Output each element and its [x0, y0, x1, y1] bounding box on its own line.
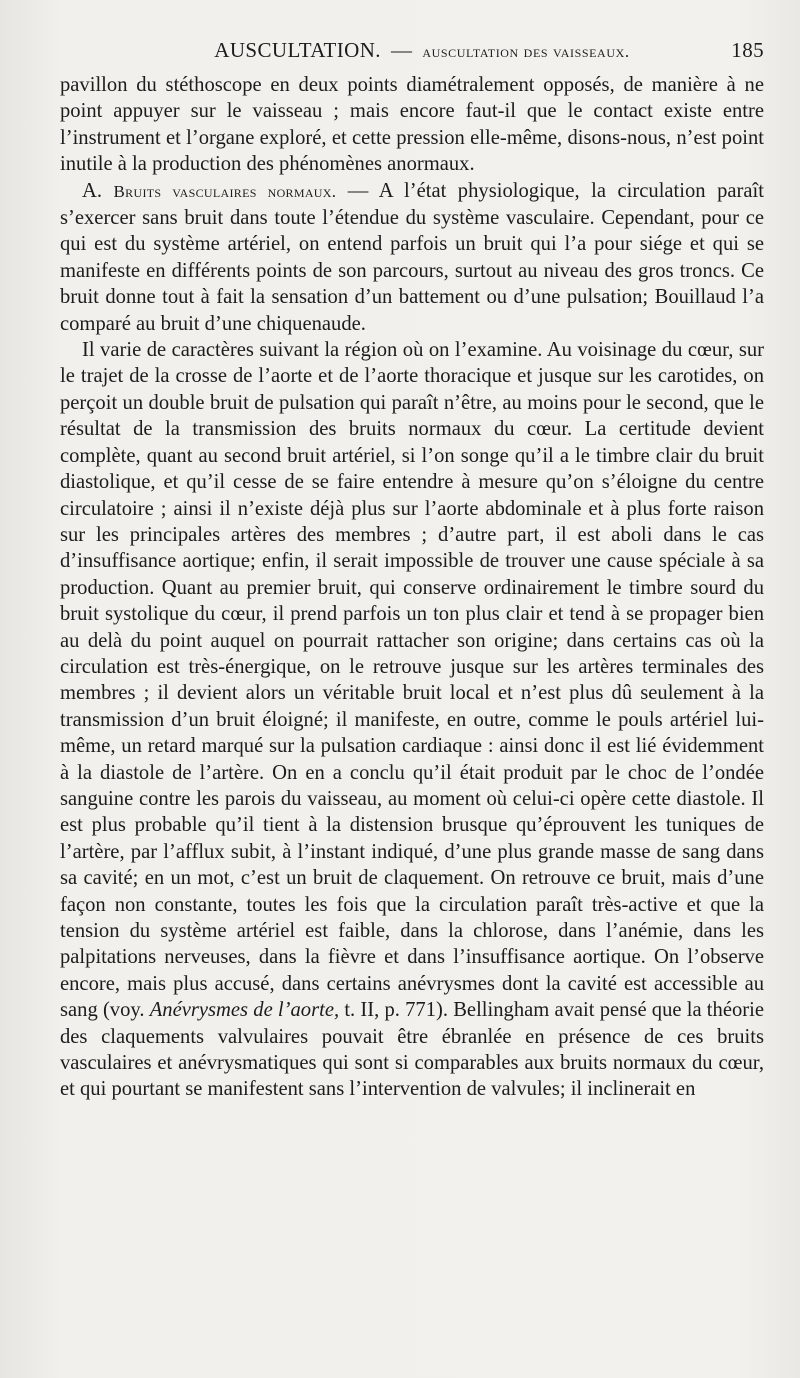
- running-head-dash: —: [390, 38, 413, 62]
- running-head-title-group: [60, 38, 724, 63]
- paragraph-text-continued: t. II, p. 771). Bellingham avait pensé que la théorie des claquements valvulaires pouvait être ébranlée en présence de ces bruits vasculaires et anévrysmatiques qui sont si comparables aux bruits normaux du cœur, et qui pourtant se manifestent sans l’intervention de valvules; il inclinerait en: [60, 999, 764, 1101]
- paragraph-text: Il varie de caractères suivant la région où on l’examine. Au voisinage du cœur, sur le trajet de la crosse de l’aorte et de l’aorte thoracique et jusque sur les carotides, on perçoit un double bruit de pulsation qui paraît n’être, au moins pour le second, que le résultat de la transmission des bruits normaux du cœur. La certitude devient complète, quant au second bruit artériel, si l’on songe qu’il a le timbre clair du bruit diastolique, et qu’il cesse de se faire entendre à mesure qu’on s’éloigne du centre circulatoire ; ainsi il n’existe déjà plus sur l’aorte abdominale et à plus forte raison sur les principales artères des membres ; d’autre part, il est aboli dans le cas d’insuffisance aortique; enfin, il serait impossible de trouver une cause spéciale à sa production. Quant au premier bruit, qui conserve ordinairement le timbre sourd du bruit systolique du cœur, il prend parfois un ton plus clair et tend à se propager bien au delà du point auquel on pourrait rattacher son origine; dans certains cas où la circulation est très-énergique, on le retrouve jusque sur les artères terminales des membres ; il devient alors un véritable bruit local et n’est plus dû seulement à la transmission d’un bruit éloigné; il manifeste, en outre, comme le pouls artériel lui-même, un retard marqué sur la pulsation cardiaque : ainsi donc il est lié évidemment à la diastole de l’artère. On en a conclu qu’il était produit par le choc de l’ondée sanguine contre les parois du vaisseau, au moment où celui-ci opère cette diastole. Il est plus probable qu’il tient à la distension brusque qu’éprouvent les tuniques de l’artère, par l’afflux subit, à l’instant indiqué, d’une plus grande masse de sang dans sa cavité; en un mot, c’est un bruit de claquement. On retrouve ce bruit, mais d’une façon non constante, toutes les fois que la circulation paraît très-active et que la tension du système artériel est faible, dans la chlorose, dans l’anémie, dans les palpitations nerveuses, dans la fièvre et dans l’insuffisance aortique. On l’observe encore, mais plus accusé, dans certains anévrysmes dont la cavité est accessible au sang (voy.: [60, 339, 764, 1022]
- section-heading: Bruits vasculaires normaux.: [113, 181, 337, 201]
- body-text: [60, 72, 764, 1103]
- running-head-section: auscultation des vaisseaux.: [422, 42, 630, 61]
- running-head: [60, 38, 764, 72]
- section-lead: A.: [82, 179, 103, 202]
- page-number: 185: [731, 38, 764, 62]
- paragraph-3: [60, 337, 764, 1103]
- paragraph-1: [60, 72, 764, 178]
- paragraph-text: pavillon du stéthoscope en deux points diamétralement opposés, de manière à ne point appuyer sur le vaisseau ; mais encore faut-il que le contact existe entre l’instrument et l’organe exploré, et cette pression elle-même, disons-nous, n’est point inutile à la production des phénomènes anormaux.: [60, 74, 764, 176]
- running-head-title: AUSCULTATION.: [214, 38, 381, 62]
- section-dash: —: [347, 179, 369, 202]
- paragraph-2: [60, 178, 764, 337]
- cross-reference: Anévrysmes de l’aorte,: [149, 999, 340, 1022]
- paragraph-text: A l’état physiologique, la circulation paraît s’exercer sans bruit dans toute l’étendue du système vasculaire. Cependant, pour ce qui est du système artériel, on entend parfois un bruit qui l’a pour siége et qui se manifeste en différents points de son parcours, surtout au niveau des gros troncs. Ce bruit donne tout à fait la sensation d’un battement ou d’une pulsation; Bouillaud l’a comparé au bruit d’une chiquenaude.: [60, 179, 764, 335]
